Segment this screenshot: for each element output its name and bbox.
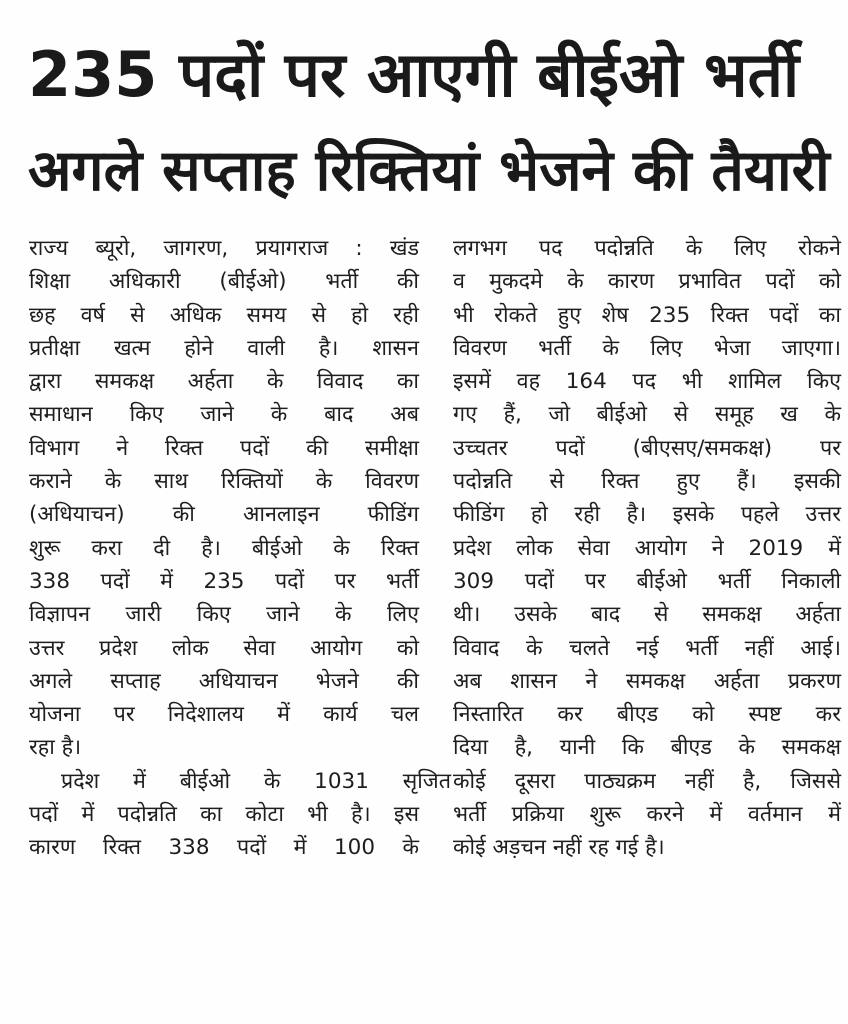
- article-line: समाधान किए जाने के बाद अब: [29, 402, 419, 428]
- article-line: अब शासन ने समकक्ष अर्हता प्रकरण: [453, 668, 841, 694]
- article-line: कोई अड़चन नहीं रह गई है।: [453, 835, 665, 861]
- article-line: शिक्षा अधिकारी (बीईओ) भर्ती की: [29, 269, 419, 295]
- article-line: दिया है, यानी कि बीएड के समकक्ष: [453, 735, 841, 761]
- article-line: थी। उसके बाद से समकक्ष अर्हता: [453, 602, 841, 628]
- article-line: विज्ञापन जारी किए जाने के लिए: [29, 602, 419, 628]
- article-line: विभाग ने रिक्त पदों की समीक्षा: [29, 435, 419, 461]
- article-line: कारण रिक्त 338 पदों में 100 के: [29, 835, 419, 861]
- headline-line-2: अगले सप्ताह रिक्तियां भेजने की तैयारी: [28, 138, 830, 204]
- article-line: कराने के साथ रिक्तियों के विवरण: [29, 469, 419, 495]
- article-line: पदों में पदोन्नति का कोटा भी है। इस: [29, 802, 419, 828]
- article-line: प्रतीक्षा खत्म होने वाली है। शासन: [29, 335, 419, 361]
- article-line: लगभग पद पदोन्नति के लिए रोकने: [453, 236, 841, 261]
- article-line: राज्य ब्यूरो, जागरण, प्रयागराज : खंड: [29, 236, 419, 261]
- article-line: शुरू करा दी है। बीईओ के रिक्त: [29, 535, 419, 561]
- article-line: फीडिंग हो रही है। इसके पहले उत्तर: [453, 502, 841, 528]
- article-line: 309 पदों पर बीईओ भर्ती निकाली: [453, 568, 841, 594]
- article-line: अगले सप्ताह अधियाचन भेजने की: [29, 668, 419, 694]
- article-line: विवरण भर्ती के लिए भेजा जाएगा।: [453, 335, 841, 361]
- article-line: प्रदेश लोक सेवा आयोग ने 2019 में: [453, 535, 841, 561]
- article-line: उत्तर प्रदेश लोक सेवा आयोग को: [29, 635, 419, 661]
- article-line: 338 पदों में 235 पदों पर भर्ती: [29, 568, 419, 594]
- headline-line-1: 235 पदों पर आएगी बीईओ भर्ती: [28, 38, 800, 111]
- article-line: पदोन्नति से रिक्त हुए हैं। इसकी: [453, 469, 841, 495]
- article-line: इसमें वह 164 पद भी शामिल किए: [453, 369, 841, 395]
- article-line: विवाद के चलते नई भर्ती नहीं आई।: [453, 635, 841, 661]
- article-line: व मुकदमे के कारण प्रभावित पदों को: [453, 269, 841, 295]
- article-left-column: [29, 232, 451, 865]
- article-line: भर्ती प्रक्रिया शुरू करने में वर्तमान में: [453, 802, 841, 828]
- article-line: गए हैं, जो बीईओ से समूह ख के: [453, 402, 841, 428]
- article-line: रहा है।: [29, 735, 82, 761]
- article-line: योजना पर निदेशालय में कार्य चल: [29, 702, 419, 728]
- article-line: द्वारा समकक्ष अर्हता के विवाद का: [29, 369, 419, 395]
- article-line: प्रदेश में बीईओ के 1031 सृजित: [61, 768, 451, 794]
- article-line: (अधियाचन) की आनलाइन फीडिंग: [29, 502, 419, 528]
- article-line: छह वर्ष से अधिक समय से हो रही: [29, 302, 419, 328]
- article-line: निस्तारित कर बीएड को स्पष्ट कर: [453, 702, 841, 728]
- article-right-column: [453, 232, 841, 865]
- article-line: भी रोकते हुए शेष 235 रिक्त पदों का: [453, 302, 841, 328]
- article-line: उच्चतर पदों (बीएसए/समकक्ष) पर: [453, 435, 841, 461]
- article-line: कोई दूसरा पाठ्यक्रम नहीं है, जिससे: [453, 768, 841, 794]
